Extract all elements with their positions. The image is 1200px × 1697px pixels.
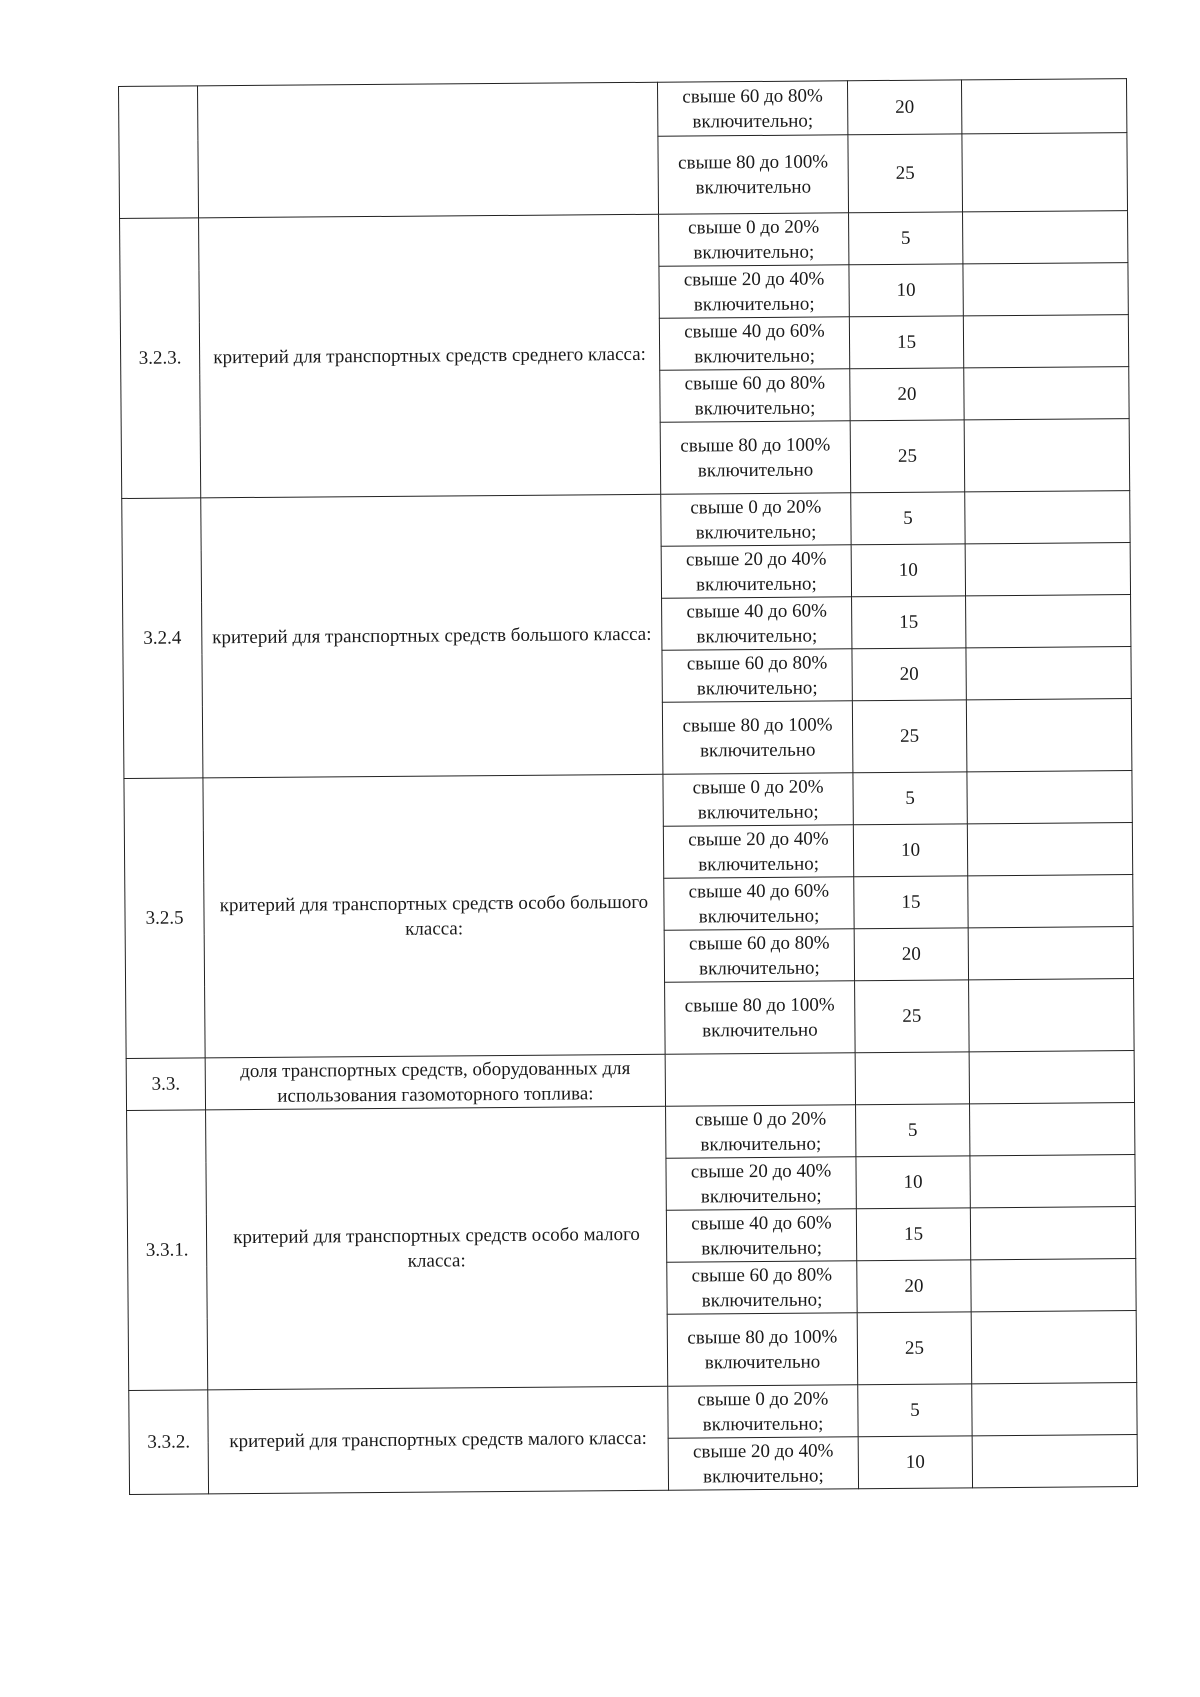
range-cell: свыше 80 до 100% включительно <box>660 421 851 494</box>
range-cell: свыше 40 до 60% включительно; <box>662 597 852 650</box>
range-cell: свыше 60 до 80% включительно; <box>660 369 850 422</box>
score-cell: 15 <box>854 876 968 929</box>
score-cell: 20 <box>857 1260 971 1313</box>
table-row <box>124 771 1132 831</box>
empty-cell <box>966 595 1131 648</box>
score-cell: 5 <box>849 212 963 265</box>
score-cell <box>855 1052 969 1105</box>
criterion-description: доля транспортных средств, оборудованных для использования газомоторного топлива: <box>205 1054 665 1110</box>
range-cell: свыше 20 до 40% включительно; <box>668 1437 858 1490</box>
empty-cell <box>971 1259 1136 1312</box>
empty-cell <box>964 367 1129 420</box>
empty-cell <box>963 315 1128 368</box>
range-cell: свыше 0 до 20% включительно; <box>659 213 849 266</box>
range-cell: свыше 0 до 20% включительно; <box>663 773 853 826</box>
range-cell <box>665 1053 855 1106</box>
score-cell: 15 <box>852 596 966 649</box>
empty-cell <box>972 1435 1137 1488</box>
empty-cell <box>964 419 1130 492</box>
empty-cell <box>965 543 1130 596</box>
empty-cell <box>966 647 1131 700</box>
criteria-table <box>118 78 1138 1495</box>
empty-cell <box>967 771 1132 824</box>
score-cell: 5 <box>858 1384 972 1437</box>
empty-cell <box>967 823 1132 876</box>
criterion-description: критерий для транспортных средств малого класса: <box>208 1386 669 1494</box>
range-cell: свыше 20 до 40% включительно; <box>663 825 853 878</box>
criterion-description: критерий для транспортных средств особо малого класса: <box>206 1106 668 1390</box>
range-cell: свыше 80 до 100% включительно <box>667 1313 858 1386</box>
score-cell: 10 <box>851 544 965 597</box>
score-cell: 10 <box>849 264 963 317</box>
range-cell: свыше 20 до 40% включительно; <box>666 1157 856 1210</box>
item-number: 3.3. <box>126 1058 205 1111</box>
score-cell: 25 <box>855 980 970 1053</box>
score-cell: 15 <box>849 316 963 369</box>
range-cell: свыше 20 до 40% включительно; <box>659 265 849 318</box>
score-cell: 20 <box>852 648 966 701</box>
range-cell: свыше 60 до 80% включительно; <box>662 649 852 702</box>
table-row <box>126 1051 1134 1111</box>
range-cell: свыше 60 до 80% включительно; <box>657 81 847 136</box>
range-cell: свыше 80 до 100% включительно <box>665 981 856 1054</box>
criterion-description: критерий для транспортных средств особо большого класса: <box>203 774 665 1058</box>
score-cell: 20 <box>854 928 968 981</box>
score-cell: 5 <box>851 492 965 545</box>
score-cell: 5 <box>853 772 967 825</box>
criteria-table-body <box>119 79 1138 1495</box>
item-number <box>119 86 199 219</box>
empty-cell <box>969 1051 1134 1104</box>
range-cell: свыше 60 до 80% включительно; <box>664 929 854 982</box>
score-cell: 5 <box>856 1104 970 1157</box>
empty-cell <box>970 1155 1135 1208</box>
document-page <box>118 78 1137 1495</box>
empty-cell <box>966 699 1132 772</box>
empty-cell <box>963 211 1128 264</box>
score-cell: 10 <box>853 824 967 877</box>
table-row <box>127 1103 1135 1163</box>
range-cell: свыше 40 до 60% включительно; <box>659 317 849 370</box>
score-cell: 25 <box>850 420 965 493</box>
empty-cell <box>968 927 1133 980</box>
score-cell: 25 <box>857 1312 972 1385</box>
table-row <box>129 1383 1137 1443</box>
empty-cell <box>970 1103 1135 1156</box>
range-cell: свыше 40 до 60% включительно; <box>664 877 854 930</box>
empty-cell <box>972 1383 1137 1436</box>
table-row <box>120 211 1128 271</box>
range-cell: свыше 80 до 100% включительно <box>662 701 853 774</box>
score-cell: 20 <box>847 80 961 135</box>
criterion-description: критерий для транспортных средств большого класса: <box>201 494 663 778</box>
item-number: 3.2.5 <box>124 778 205 1059</box>
score-cell: 15 <box>856 1208 970 1261</box>
empty-cell <box>970 1207 1135 1260</box>
empty-cell <box>963 263 1128 316</box>
score-cell: 20 <box>850 368 964 421</box>
score-cell: 25 <box>852 700 967 773</box>
table-row <box>122 491 1130 551</box>
range-cell: свыше 60 до 80% включительно; <box>667 1261 857 1314</box>
range-cell: свыше 20 до 40% включительно; <box>661 545 851 598</box>
range-cell: свыше 40 до 60% включительно; <box>666 1209 856 1262</box>
score-cell: 10 <box>856 1156 970 1209</box>
criterion-description <box>198 82 659 218</box>
empty-cell <box>965 491 1130 544</box>
empty-cell <box>962 133 1128 212</box>
table-row <box>119 79 1127 141</box>
range-cell: свыше 0 до 20% включительно; <box>666 1105 856 1158</box>
empty-cell <box>961 79 1126 134</box>
criterion-description: критерий для транспортных средств среднего класса: <box>199 214 661 498</box>
empty-cell <box>968 875 1133 928</box>
empty-cell <box>969 979 1135 1052</box>
range-cell: свыше 0 до 20% включительно; <box>668 1385 858 1438</box>
empty-cell <box>971 1311 1137 1384</box>
item-number: 3.3.1. <box>127 1110 208 1391</box>
range-cell: свыше 0 до 20% включительно; <box>661 493 851 546</box>
score-cell: 25 <box>848 134 963 213</box>
range-cell: свыше 80 до 100% включительно <box>658 135 849 214</box>
item-number: 3.3.2. <box>129 1390 209 1495</box>
item-number: 3.2.4 <box>122 498 203 779</box>
score-cell: 10 <box>858 1436 972 1489</box>
item-number: 3.2.3. <box>120 218 201 499</box>
